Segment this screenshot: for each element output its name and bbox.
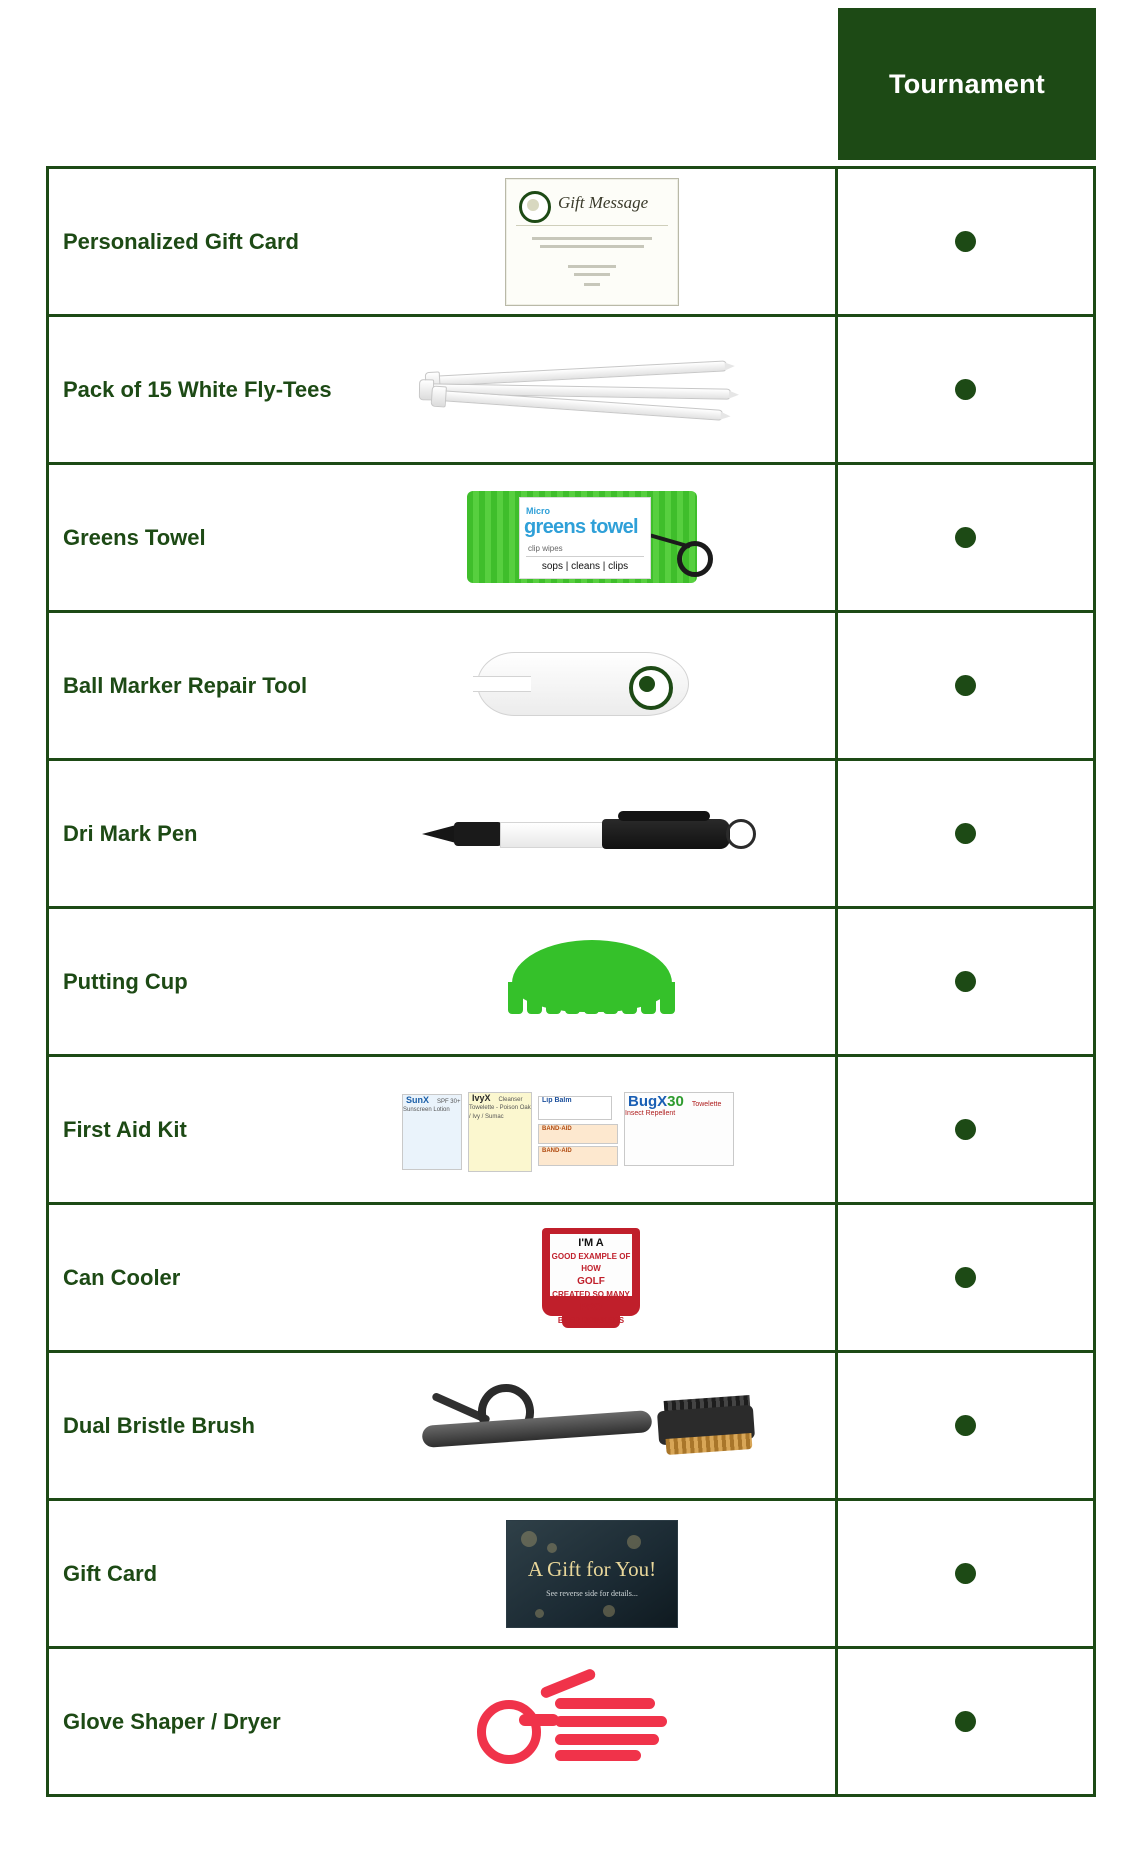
cooler-line-4: CREATED SO MANY bbox=[552, 1290, 630, 1300]
divot-repair-tool-image bbox=[477, 640, 707, 732]
table-row bbox=[49, 1205, 1093, 1353]
item-name: Glove Shaper / Dryer bbox=[63, 1708, 281, 1734]
gift-card-headline: A Gift for You! bbox=[527, 1556, 657, 1581]
included-dot-icon bbox=[955, 971, 976, 992]
item-image-cell bbox=[349, 1501, 835, 1646]
towel-label bbox=[519, 497, 651, 579]
item-name-cell bbox=[49, 317, 349, 462]
cup-tooth bbox=[546, 982, 561, 1014]
included-dot-icon bbox=[955, 1563, 976, 1584]
bug-repellent-packet bbox=[624, 1092, 734, 1166]
divider bbox=[516, 225, 668, 226]
towel-features: sops | cleans | clips bbox=[526, 556, 644, 572]
item-name-cell bbox=[49, 169, 349, 314]
included-dot-icon bbox=[955, 1267, 976, 1288]
white-golf-tees-image bbox=[427, 360, 757, 420]
item-image-cell bbox=[349, 1353, 835, 1498]
item-name-cell bbox=[49, 613, 349, 758]
packet-body: SPF 30+ Sunscreen Lotion bbox=[403, 1098, 461, 1113]
item-name-cell bbox=[49, 465, 349, 610]
pen-ring-icon bbox=[726, 819, 756, 849]
cooler-line-3: GOLF bbox=[577, 1275, 605, 1287]
lip-balm-packet bbox=[538, 1096, 612, 1120]
item-name: Dri Mark Pen bbox=[63, 820, 198, 846]
packet-title: BAND-AID bbox=[542, 1125, 572, 1132]
gift-message-certificate-image bbox=[505, 178, 679, 306]
included-dot-icon bbox=[955, 379, 976, 400]
item-image-cell bbox=[349, 909, 835, 1054]
tournament-mark-cell bbox=[835, 613, 1093, 758]
gift-card-subtext: See reverse side for details... bbox=[546, 1588, 638, 1598]
tournament-mark-cell bbox=[835, 1353, 1093, 1498]
cup-tooth bbox=[660, 982, 675, 1014]
tournament-mark-cell bbox=[835, 1057, 1093, 1202]
shaper-thumb bbox=[539, 1667, 597, 1699]
item-name-cell bbox=[49, 1057, 349, 1202]
cooler-label bbox=[550, 1234, 632, 1326]
tournament-mark-cell bbox=[835, 1205, 1093, 1350]
table-row bbox=[49, 317, 1093, 465]
cup-tooth bbox=[527, 982, 542, 1014]
glove-shaper-image bbox=[477, 1674, 707, 1770]
column-header-tournament bbox=[838, 8, 1096, 160]
column-header-label: Tournament bbox=[889, 68, 1045, 99]
table-row bbox=[49, 1057, 1093, 1205]
text-line bbox=[574, 273, 610, 276]
item-image-cell bbox=[349, 169, 835, 314]
item-name: First Aid Kit bbox=[63, 1116, 187, 1142]
item-name-cell bbox=[49, 909, 349, 1054]
included-dot-icon bbox=[955, 1711, 976, 1732]
cup-tooth bbox=[603, 982, 618, 1014]
item-image-cell bbox=[349, 317, 835, 462]
included-dot-icon bbox=[955, 231, 976, 252]
pen-clip bbox=[618, 811, 710, 821]
carabiner-clip-icon bbox=[677, 541, 713, 577]
item-name: Dual Bristle Brush bbox=[63, 1412, 255, 1438]
bokeh-light bbox=[547, 1543, 557, 1553]
included-dot-icon bbox=[955, 823, 976, 844]
cooler-line-1: I'M A bbox=[578, 1236, 604, 1249]
putting-cup-image bbox=[502, 930, 682, 1034]
cooler-line-2: GOOD EXAMPLE OF HOW bbox=[551, 1252, 631, 1274]
item-image-cell bbox=[349, 613, 835, 758]
dual-bristle-brush-image bbox=[422, 1378, 762, 1474]
cup-teeth bbox=[508, 982, 676, 1026]
included-dot-icon bbox=[955, 675, 976, 696]
text-line bbox=[568, 265, 616, 268]
table-row bbox=[49, 1353, 1093, 1501]
tournament-mark-cell bbox=[835, 1649, 1093, 1794]
packet-title: BAND-AID bbox=[542, 1147, 572, 1154]
gift-card-image bbox=[506, 1520, 678, 1628]
text-line bbox=[540, 245, 644, 248]
item-name: Personalized Gift Card bbox=[63, 228, 299, 254]
item-name: Pack of 15 White Fly-Tees bbox=[63, 376, 332, 402]
dri-mark-pen-image bbox=[422, 807, 762, 861]
pen-barrel bbox=[500, 822, 606, 848]
shaper-stem bbox=[519, 1714, 559, 1726]
tournament-mark-cell bbox=[835, 909, 1093, 1054]
table-row bbox=[49, 1501, 1093, 1649]
ivy-cleanser-packet bbox=[468, 1092, 532, 1172]
item-name-cell bbox=[49, 761, 349, 906]
bokeh-light bbox=[627, 1535, 641, 1549]
packet-title: SunX bbox=[406, 1094, 430, 1105]
tool-prong-gap bbox=[473, 676, 531, 692]
can-cooler-image bbox=[532, 1224, 652, 1332]
cup-tooth bbox=[584, 982, 599, 1014]
gift-message-title: Gift Message bbox=[558, 192, 649, 212]
table-header bbox=[0, 0, 1140, 160]
cooler-line-6: BEER DRINKERS bbox=[557, 1316, 625, 1326]
item-image-cell bbox=[349, 761, 835, 906]
tournament-mark-cell bbox=[835, 761, 1093, 906]
included-dot-icon bbox=[955, 1119, 976, 1140]
table-row bbox=[49, 761, 1093, 909]
table-row bbox=[49, 613, 1093, 761]
packet-subtitle: Towelette Insect Repellent bbox=[625, 1100, 722, 1117]
included-dot-icon bbox=[955, 1415, 976, 1436]
items-table bbox=[46, 166, 1096, 1797]
pen-tip bbox=[422, 825, 456, 843]
table-row bbox=[49, 909, 1093, 1057]
bandaid-packet bbox=[538, 1124, 618, 1144]
cup-tooth bbox=[508, 982, 523, 1014]
packet-title: IvyX bbox=[472, 1092, 491, 1103]
item-image-cell bbox=[349, 1649, 835, 1794]
shaper-finger bbox=[555, 1698, 655, 1709]
towel-name: greens towel bbox=[524, 515, 638, 538]
table-row bbox=[49, 1649, 1093, 1797]
bandaid-packet bbox=[538, 1146, 618, 1166]
ball-marker-icon bbox=[629, 666, 673, 710]
bokeh-light bbox=[521, 1531, 537, 1547]
tournament-mark-cell bbox=[835, 317, 1093, 462]
item-name: Can Cooler bbox=[63, 1264, 181, 1290]
item-image-cell bbox=[349, 465, 835, 610]
included-dot-icon bbox=[955, 527, 976, 548]
item-name: Greens Towel bbox=[63, 524, 206, 550]
shaper-ring bbox=[477, 1700, 541, 1764]
shaper-finger bbox=[555, 1734, 659, 1745]
towel-tag: clip wipes bbox=[528, 543, 563, 553]
text-line bbox=[584, 283, 600, 286]
shaper-finger bbox=[555, 1716, 667, 1727]
item-name: Gift Card bbox=[63, 1560, 158, 1586]
tournament-mark-cell bbox=[835, 465, 1093, 610]
brush-handle bbox=[422, 1410, 653, 1448]
shaper-finger bbox=[555, 1750, 641, 1761]
bokeh-light bbox=[603, 1605, 615, 1617]
packet-title: Lip Balm bbox=[542, 1096, 572, 1104]
tournament-mark-cell bbox=[835, 1501, 1093, 1646]
packet-title: BugX30 bbox=[628, 1092, 684, 1110]
pen-cap bbox=[602, 819, 730, 849]
golf-tee-icon bbox=[435, 360, 727, 386]
cup-tooth bbox=[622, 982, 637, 1014]
item-name-cell bbox=[49, 1501, 349, 1646]
item-image-cell bbox=[349, 1057, 835, 1202]
bokeh-light bbox=[535, 1609, 544, 1618]
item-name-cell bbox=[49, 1649, 349, 1794]
item-name: Ball Marker Repair Tool bbox=[63, 672, 308, 698]
first-aid-kit-image bbox=[402, 1078, 782, 1182]
sunscreen-packet bbox=[402, 1094, 462, 1170]
item-name-cell bbox=[49, 1353, 349, 1498]
cooler-line-5: PRO bbox=[580, 1301, 602, 1313]
packet-body: Cleanser Towelette - Poison Oak / Ivy / Sumac bbox=[469, 1096, 531, 1120]
text-line bbox=[532, 237, 652, 240]
item-name: Putting Cup bbox=[63, 968, 188, 994]
green-microfiber-towel-image bbox=[467, 483, 717, 593]
table-row bbox=[49, 169, 1093, 317]
towel-brand: Micro bbox=[526, 505, 551, 516]
item-name-cell bbox=[49, 1205, 349, 1350]
seal-icon bbox=[519, 191, 551, 223]
cup-tooth bbox=[641, 982, 656, 1014]
tournament-mark-cell bbox=[835, 169, 1093, 314]
item-image-cell bbox=[349, 1205, 835, 1350]
table-row bbox=[49, 465, 1093, 613]
cup-tooth bbox=[565, 982, 580, 1014]
pen-grip bbox=[454, 822, 502, 846]
